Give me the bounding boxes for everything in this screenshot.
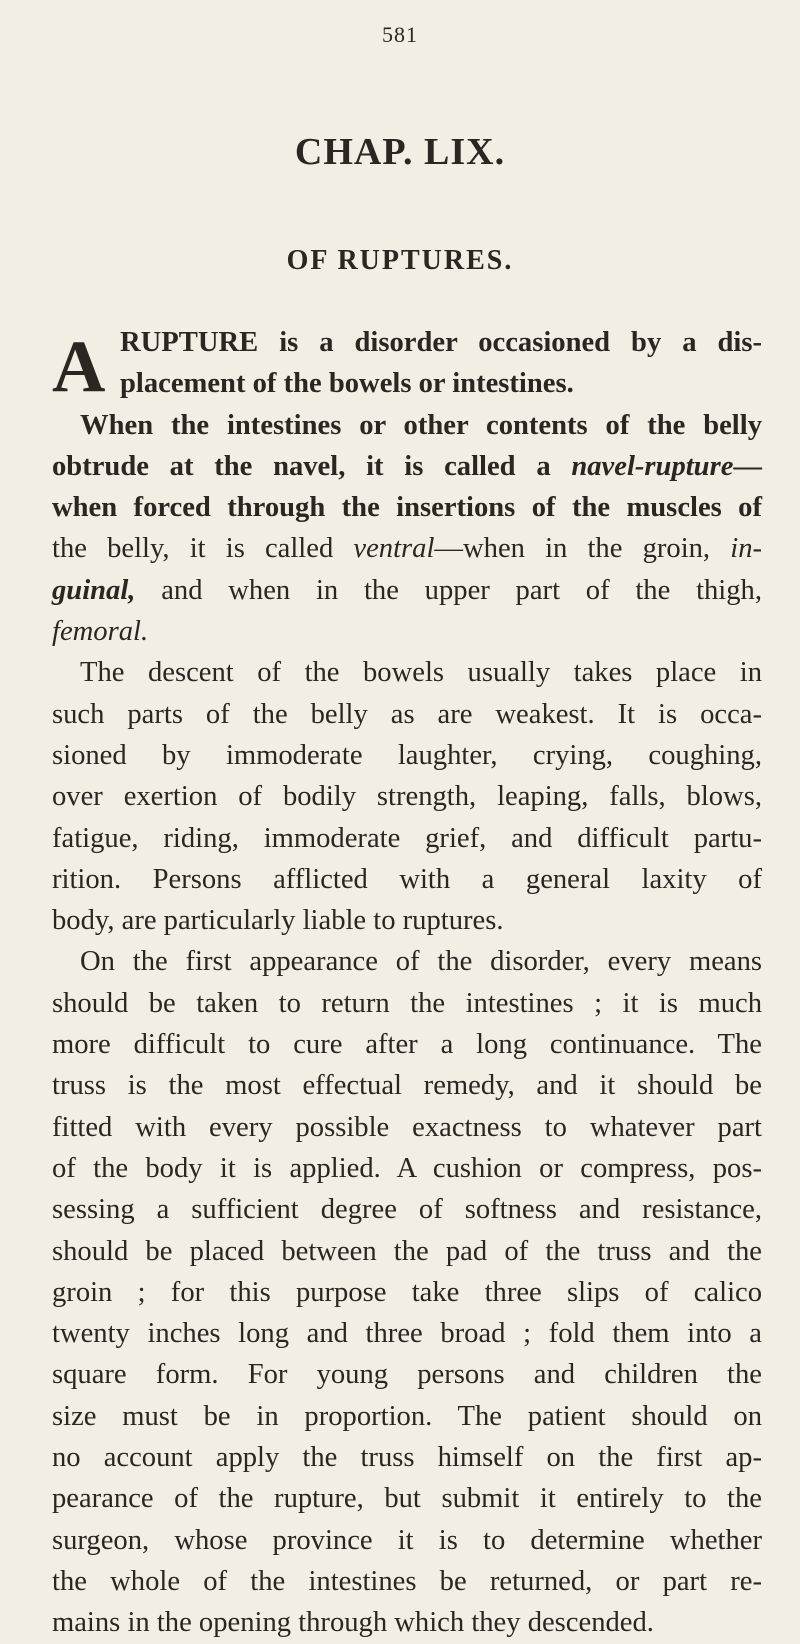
text-line — [52, 1231, 762, 1272]
text-segment: groin ; for this purpose take three slips of calico — [52, 1276, 762, 1308]
text-segment: of the body it is applied. A cushion or compress, pos- — [52, 1152, 762, 1184]
text-line — [52, 1107, 762, 1148]
text-segment: sioned by immoderate laughter, crying, coughing, — [52, 739, 762, 771]
text-segment: body, are particularly liable to ruptures. — [52, 905, 504, 937]
text-line — [52, 983, 762, 1024]
text-segment: truss is the most effectual remedy, and it should be — [52, 1070, 762, 1102]
text-segment: sessing a sufficient degree of softness and resistance, — [52, 1194, 762, 1226]
text-segment: When the intestines or other contents of the belly — [80, 409, 762, 441]
text-line — [52, 446, 762, 487]
text-segment: size must be in proportion. The patient should on — [52, 1400, 762, 1432]
text-line — [52, 1396, 762, 1437]
text-segment: fatigue, riding, immoderate grief, and difficult partu- — [52, 822, 762, 854]
text-line — [52, 1065, 762, 1106]
text-segment: navel-rupture — [571, 450, 734, 482]
text-line — [52, 776, 762, 817]
text-line — [52, 1148, 762, 1189]
text-line — [52, 1602, 762, 1643]
text-line — [52, 1354, 762, 1395]
section-title: OF RUPTURES. — [286, 245, 514, 276]
text-line — [52, 941, 762, 982]
text-segment: On the first appearance of the disorder, every means — [80, 946, 762, 978]
text-segment: no account apply the truss himself on the first ap- — [52, 1442, 762, 1474]
text-segment: twenty inches long and three broad ; fold them into a — [52, 1318, 762, 1350]
text-line — [52, 528, 762, 569]
text-line — [52, 570, 762, 611]
text-lines — [52, 322, 762, 1644]
text-line — [52, 818, 762, 859]
text-line — [52, 1561, 762, 1602]
text-segment: when forced through the insertions of the muscles of — [52, 492, 762, 524]
text-segment: the whole of the intestines be returned, or part re- — [52, 1565, 762, 1597]
text-line — [52, 1272, 762, 1313]
text-segment: —when in the groin, — [434, 533, 731, 565]
text-line — [52, 322, 762, 363]
text-segment: pearance of the rupture, but submit it entirely to the — [52, 1483, 762, 1515]
text-segment: RUPTURE — [120, 327, 259, 358]
text-line — [52, 405, 762, 446]
text-segment: is a disorder occasioned by a dis- — [258, 327, 762, 358]
text-segment: in- — [730, 533, 763, 565]
drop-cap: A — [52, 326, 106, 408]
text-segment: such parts of the belly as are weakest. It is occa- — [52, 698, 762, 730]
text-line — [52, 900, 762, 941]
text-segment: should be taken to return the intestines ; it is much — [52, 987, 762, 1019]
text-segment: obtrude at the navel, it is called a — [52, 450, 572, 482]
page-number: 581 — [382, 22, 418, 47]
text-segment: rition. Persons afflicted with a general laxity of — [52, 863, 762, 895]
text-line — [52, 735, 762, 776]
text-line — [52, 859, 762, 900]
text-segment: more difficult to cure after a long continuance. The — [52, 1029, 762, 1061]
text-line — [52, 363, 762, 404]
text-segment: over exertion of bodily strength, leaping, falls, blows, — [52, 781, 762, 813]
text-line — [52, 487, 762, 528]
chapter-title: CHAP. LIX. — [294, 131, 506, 173]
text-line — [52, 1520, 762, 1561]
text-segment: fitted with every possible exactness to whatever part — [52, 1111, 762, 1143]
text-segment: and when in the upper part of the thigh, — [135, 574, 762, 606]
text-line — [52, 1437, 762, 1478]
text-segment: the belly, it is called — [52, 533, 354, 565]
text-segment: mains in the opening through which they descended. — [52, 1607, 654, 1639]
body-text — [52, 322, 762, 1644]
text-segment: — — [733, 450, 762, 482]
text-segment: femoral. — [52, 616, 149, 648]
text-line — [52, 694, 762, 735]
text-line — [52, 1189, 762, 1230]
text-line — [52, 1024, 762, 1065]
text-segment: The descent of the bowels usually takes place in — [80, 657, 762, 689]
text-line — [52, 611, 762, 652]
text-segment: square form. For young persons and children the — [52, 1359, 762, 1391]
text-segment: should be placed between the pad of the truss and the — [52, 1235, 762, 1267]
text-segment: surgeon, whose province it is to determine whether — [52, 1524, 762, 1556]
text-line — [52, 1478, 762, 1519]
text-segment: guinal, — [52, 574, 136, 606]
text-line — [52, 652, 762, 693]
text-segment: placement of the bowels or intestines. — [120, 368, 574, 400]
text-line — [52, 1313, 762, 1354]
text-segment: ventral — [353, 533, 435, 565]
